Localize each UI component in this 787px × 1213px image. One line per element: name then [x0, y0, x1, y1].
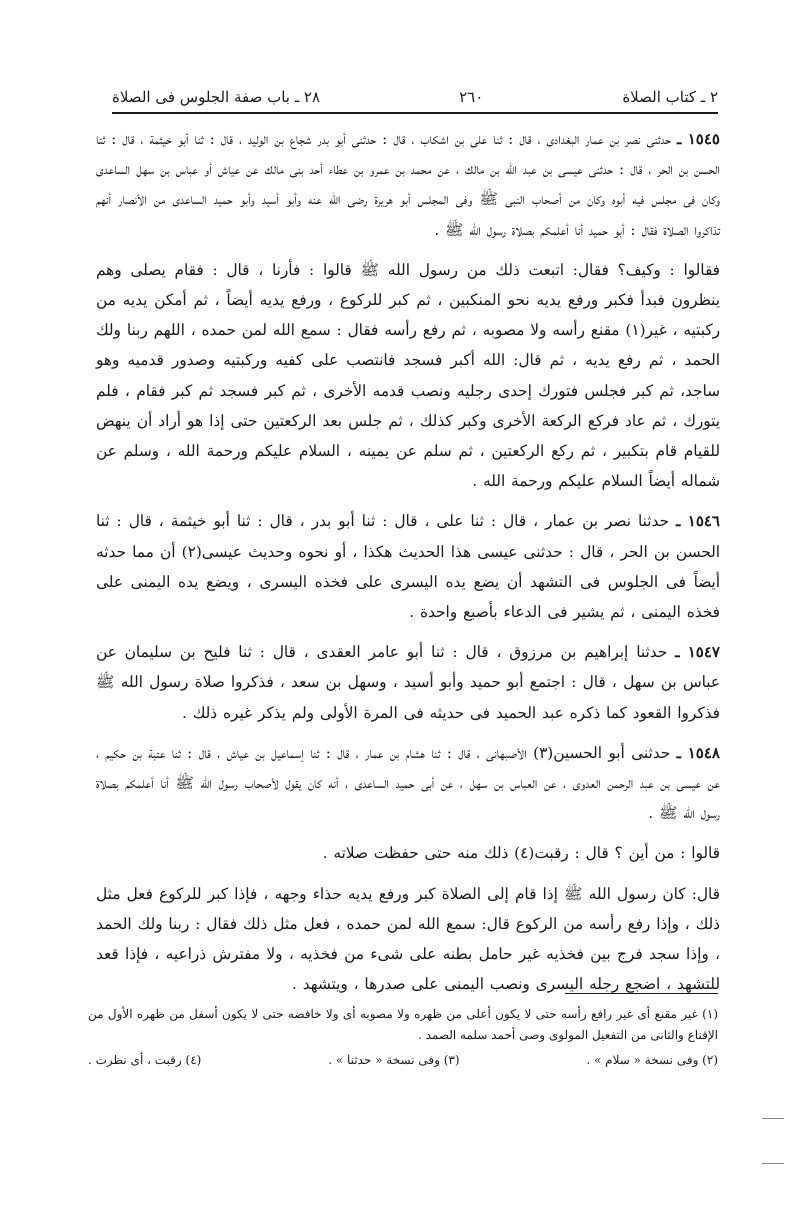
- hadith-1546: [96, 506, 720, 627]
- paragraph: قال: كان رسول الله ﷺ إذا قام إلى الصلاة كبر ورفع يديه حذاء وجهه ، فإذا كبر للركوع فعل مثل ذلك ، وإذا رفع رأسه من الركوع قال: سمع الله لمن حمده ، فعل مثل ذلك فقال : ربنا ولك الحمد ، وإذا سجد فرج بين فخذيه غير حامل بطنه على شىء من فخذيه ، ولا مفترش ذراعيه ، فإذا قعد للتشهد ، اضجع رجله اليسرى ونصب اليمنى على صدرها ، ويتشهد .: [96, 884, 720, 994]
- hadith-number: ١٥٤٨ ـ: [676, 743, 720, 762]
- hadith-text: حدثنا إبراهيم بن مرزوق ، قال : ثنا أبو عامر العقدى ، قال : ثنا فليح بن سليمان عن عباس بن سهل ، قال : اجتمع أبو حميد وأبو أسيد ، وسهل بن سعد ، فذكروا صلاة رسول الله ﷺ فذكروا القعود كما ذكره عبد الحميد فى حديثه فى المرة الأولى ولم يذكر غيره ذلك .: [96, 643, 720, 722]
- main-text: [96, 124, 720, 1009]
- scan-edge-mark: [762, 1163, 784, 1164]
- hadith-1548: [96, 738, 720, 829]
- hadith-number: ١٥٤٦ ـ: [676, 512, 720, 531]
- scan-edge-mark: [762, 1118, 784, 1119]
- hadith-number: ١٥٤٥ ـ: [676, 130, 720, 148]
- footnote-row: [88, 1050, 718, 1071]
- footnote-1: (١) غير مقنع أى غير رافع رأسه حتى لا يكون أعلى من ظهره ولا مصوبه أى ولا خافضه حتى لا يكون أسفل من ظهره الأول من الإقناع والثانى من التفعيل المولوى وصى أحمد سلمه الصمد .: [88, 1007, 718, 1042]
- hadith-text: حدثنى أبو الحسين(٣) الأصبهانى ، قال : ثنا هشام بن عمار ، قال : ثنا إسماعيل بن عياش ، قال : ثنا عتبة بن حكيم ، عن عيسى بن عبد الرحمن العدوى ، عن العباس بن سهل ، عن أبى حميد الساعدى ، أنه كان يقول لأصحاب رسول الله ﷺ أنا أعلمكم بصلاة رسول الله ﷺ .: [96, 743, 720, 823]
- footnote-3: (٣) وفى نسخة « حدثنا » .: [328, 1053, 460, 1067]
- hadith-1548-continuation-2: [96, 879, 720, 1000]
- hadith-1548-continuation: [96, 838, 720, 868]
- hadith-number: ١٥٤٧ ـ: [675, 643, 720, 662]
- paragraph: فقالوا : وكيف؟ فقال: اتبعت ذلك من رسول الله ﷺ قالوا : فأرنا ، قال : فقام يصلى وهم ينظرون فبدأ فكبر ورفع يديه نحو المنكبين ، ثم كبر للركوع ، ورفع يديه أيضاً ، ثم أمكن يديه من ركبتيه ، غير(١) مقنع رأسه ولا مصوبه ، ثم رفع رأسه فقال : سمع الله لمن حمده ، اللهم ربنا ولك الحمد ، ثم رفع يديه ، ثم قال: الله أكبر فسجد فانتصب على كفيه وركبتيه وصدور قدميه وهو ساجد، ثم كبر فجلس فتورك إحدى رجليه ونصب قدمه الأخرى ، ثم كبر فسجد ثم كبر فقام ، فلم يتورك ، ثم عاد فركع الركعة الأخرى وكبر كذلك ، ثم جلس بعد الركعتين حتى إذا هو أراد أن ينهض للقيام قام بتكبير ، ثم ركع الركعتين ، ثم سلم عن يمينه ، السلام عليكم ورحمة الله ، وسلم عن شماله أيضاً السلام عليكم ورحمة الله .: [96, 260, 721, 491]
- footnote-4: (٤) رقبت ، أى نظرت .: [88, 1053, 202, 1067]
- footnote-rule: [565, 993, 718, 994]
- hadith-1545-continuation: [96, 255, 720, 497]
- footnote-2: (٢) وفى نسخة « سلام » .: [586, 1053, 718, 1067]
- hadith-paragraph: [96, 124, 720, 245]
- hadith-paragraph: [96, 637, 720, 728]
- hadith-paragraph: [96, 506, 720, 627]
- hadith-1547: [96, 637, 720, 728]
- hadith-text: حدثنى نصر بن عمار البغدادى ، قال : ثنا على بن اشكاب ، قال : حدثنى أبو بدر شجاع بن الوليد ، قال : ثنا أبو خيثمة ، قال : ثنا الحسن بن الحر ، قال : حدثنى عيسى بن عبد الله بن مالك ، عن محمد بن عمرو بن عطاء أحد بنى مالك عن عياش أو عباس بن سهل الساعدى وكان فى مجلس فيه أبوه وكان من أصحاب النبى ﷺ وفى المجلس أبو هريرة رضى الله عنه وأبو أسيد وأبو حميد الساعدى من الأنصار أنهم تذاكروا الصلاة فقال : أبو حميد أنا أعلمكم بصلاة رسول الله ﷺ .: [96, 130, 720, 239]
- book-title: ٢ ـ كتاب الصلاة: [622, 88, 718, 106]
- section-title: ٢٨ ـ باب صفة الجلوس فى الصلاة: [112, 88, 321, 106]
- footnotes: [88, 1004, 718, 1071]
- hadith-1545: [96, 124, 720, 245]
- page-number: ٢٦٠: [459, 88, 484, 106]
- running-header: [112, 86, 718, 108]
- hadith-paragraph: [96, 738, 720, 829]
- hadith-text: حدثنا نصر بن عمار ، قال : ثنا على ، قال : ثنا أبو بدر ، قال : ثنا أبو خيثمة ، قال : ثنا الحسن بن الحر ، قال : حدثنى عيسى هذا الحديث هكذا ، أو نحوه وحديث عيسى(٢) أن مما حدثه أيضاً فى الجلوس فى التشهد أن يضع يده اليسرى على فخذه اليسرى ، ويضع يده اليمنى على فخذه اليمنى ، ثم يشير فى الدعاء بأصبع واحدة .: [96, 512, 720, 622]
- paragraph: قالوا : من أين ؟ قال : رقبت(٤) ذلك منه حتى حفظت صلاته .: [322, 844, 720, 863]
- header-rule: [112, 112, 718, 114]
